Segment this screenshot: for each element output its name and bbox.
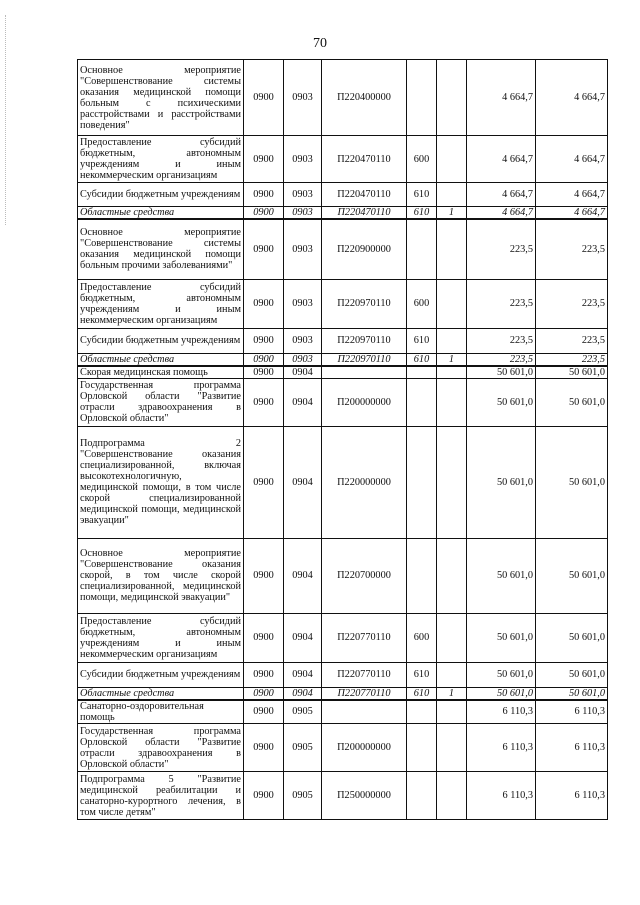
budget-table	[77, 59, 608, 820]
cell-amount-2: 4 664,7	[536, 136, 608, 183]
cell-funding-code	[437, 279, 467, 328]
cell-name: Предоставление субсидий бюджетным, автономным учреждениям и иным некоммерческим организациям	[78, 279, 244, 328]
cell-name: Подпрограмма 5 "Развитие медицинской реабилитации и санаторно-курортного лечения, в том числе детям"	[78, 772, 244, 820]
cell-amount-1: 4 664,7	[467, 60, 536, 136]
cell-amount-2: 50 601,0	[536, 426, 608, 538]
cell-ved-code: 0900	[244, 328, 284, 353]
cell-expense-type: 610	[407, 687, 437, 700]
cell-name: Основное мероприятие "Совершенствование оказания скорой, в том числе скорой специализированной, медицинской помощи, медицинской эвакуации"	[78, 538, 244, 613]
cell-funding-code	[437, 613, 467, 662]
cell-expense-type: 610	[407, 353, 437, 366]
cell-expense-type: 600	[407, 136, 437, 183]
cell-ved-code: 0900	[244, 538, 284, 613]
cell-ved-code: 0900	[244, 219, 284, 279]
cell-amount-1: 223,5	[467, 328, 536, 353]
cell-funding-code	[437, 136, 467, 183]
cell-funding-code	[437, 328, 467, 353]
cell-target-article: П220770110	[322, 662, 407, 687]
cell-section-code: 0904	[284, 366, 322, 379]
cell-target-article: П220470110	[322, 207, 407, 220]
cell-amount-1: 50 601,0	[467, 662, 536, 687]
table-row	[78, 700, 608, 724]
cell-amount-2: 50 601,0	[536, 366, 608, 379]
cell-ved-code: 0900	[244, 136, 284, 183]
cell-amount-2: 223,5	[536, 328, 608, 353]
cell-target-article: П220400000	[322, 60, 407, 136]
table-row	[78, 687, 608, 700]
cell-expense-type	[407, 378, 437, 426]
cell-expense-type	[407, 366, 437, 379]
cell-funding-code: 1	[437, 687, 467, 700]
cell-funding-code: 1	[437, 207, 467, 220]
table-row	[78, 183, 608, 207]
cell-target-article: П250000000	[322, 772, 407, 820]
cell-amount-2: 50 601,0	[536, 538, 608, 613]
cell-name: Основное мероприятие "Совершенствование системы оказания медицинской помощи больным с психическими расстройствами и расстройствами поведения"	[78, 60, 244, 136]
cell-amount-1: 50 601,0	[467, 538, 536, 613]
cell-name: Подпрограмма 2 "Совершенствование оказания специализированной, включая высокотехнологичную, медицинской помощи, в том числе скорой специализированной медицинской помощи, медицинской эвакуации"	[78, 426, 244, 538]
cell-ved-code: 0900	[244, 279, 284, 328]
cell-amount-1: 50 601,0	[467, 687, 536, 700]
cell-target-article: П220770110	[322, 687, 407, 700]
table-row	[78, 662, 608, 687]
cell-amount-1: 50 601,0	[467, 426, 536, 538]
cell-section-code: 0903	[284, 279, 322, 328]
table-row	[78, 613, 608, 662]
cell-amount-1: 6 110,3	[467, 724, 536, 772]
cell-name: Государственная программа Орловской области "Развитие отрасли здравоохранения в Орловской области"	[78, 378, 244, 426]
cell-ved-code: 0900	[244, 426, 284, 538]
cell-expense-type	[407, 700, 437, 724]
cell-name: Областные средства	[78, 353, 244, 366]
table-row	[78, 60, 608, 136]
cell-expense-type: 610	[407, 328, 437, 353]
cell-funding-code	[437, 60, 467, 136]
cell-section-code: 0903	[284, 207, 322, 220]
cell-expense-type: 600	[407, 613, 437, 662]
table-body	[78, 60, 608, 820]
cell-amount-1: 50 601,0	[467, 366, 536, 379]
cell-expense-type	[407, 426, 437, 538]
cell-name: Предоставление субсидий бюджетным, автономным учреждениям и иным некоммерческим организациям	[78, 136, 244, 183]
cell-expense-type: 610	[407, 662, 437, 687]
cell-amount-1: 50 601,0	[467, 378, 536, 426]
cell-ved-code: 0900	[244, 207, 284, 220]
cell-amount-2: 6 110,3	[536, 700, 608, 724]
table-row	[78, 207, 608, 220]
cell-ved-code: 0900	[244, 662, 284, 687]
cell-ved-code: 0900	[244, 613, 284, 662]
cell-section-code: 0903	[284, 219, 322, 279]
cell-expense-type	[407, 219, 437, 279]
cell-funding-code	[437, 426, 467, 538]
cell-funding-code	[437, 538, 467, 613]
cell-expense-type	[407, 772, 437, 820]
cell-ved-code: 0900	[244, 378, 284, 426]
table-row	[78, 426, 608, 538]
cell-amount-2: 50 601,0	[536, 687, 608, 700]
cell-section-code: 0903	[284, 328, 322, 353]
cell-name: Субсидии бюджетным учреждениям	[78, 183, 244, 207]
cell-target-article: П200000000	[322, 378, 407, 426]
cell-target-article: П220970110	[322, 328, 407, 353]
cell-amount-2: 4 664,7	[536, 183, 608, 207]
cell-amount-2: 6 110,3	[536, 724, 608, 772]
cell-expense-type: 610	[407, 207, 437, 220]
cell-ved-code: 0900	[244, 60, 284, 136]
table-row	[78, 538, 608, 613]
cell-section-code: 0904	[284, 613, 322, 662]
cell-funding-code	[437, 662, 467, 687]
cell-section-code: 0903	[284, 60, 322, 136]
cell-section-code: 0905	[284, 724, 322, 772]
table-row	[78, 366, 608, 379]
cell-expense-type: 610	[407, 183, 437, 207]
table-row	[78, 136, 608, 183]
cell-amount-2: 223,5	[536, 353, 608, 366]
cell-target-article: П200000000	[322, 724, 407, 772]
cell-amount-1: 223,5	[467, 279, 536, 328]
cell-amount-2: 50 601,0	[536, 378, 608, 426]
cell-name: Государственная программа Орловской области "Развитие отрасли здравоохранения в Орловской области"	[78, 724, 244, 772]
cell-funding-code	[437, 219, 467, 279]
table-row	[78, 724, 608, 772]
cell-amount-1: 4 664,7	[467, 183, 536, 207]
cell-ved-code: 0900	[244, 353, 284, 366]
cell-funding-code	[437, 772, 467, 820]
cell-name: Основное мероприятие "Совершенствование системы оказания медицинской помощи больным прочими заболеваниями"	[78, 219, 244, 279]
cell-target-article	[322, 366, 407, 379]
cell-ved-code: 0900	[244, 772, 284, 820]
cell-target-article: П220470110	[322, 183, 407, 207]
page-number: 70	[313, 36, 327, 51]
cell-amount-1: 223,5	[467, 353, 536, 366]
cell-funding-code	[437, 183, 467, 207]
cell-ved-code: 0900	[244, 700, 284, 724]
cell-ved-code: 0900	[244, 183, 284, 207]
cell-funding-code	[437, 724, 467, 772]
cell-amount-2: 4 664,7	[536, 60, 608, 136]
cell-funding-code	[437, 700, 467, 724]
cell-expense-type: 600	[407, 279, 437, 328]
cell-amount-1: 6 110,3	[467, 772, 536, 820]
cell-name: Субсидии бюджетным учреждениям	[78, 328, 244, 353]
cell-name: Субсидии бюджетным учреждениям	[78, 662, 244, 687]
cell-amount-2: 223,5	[536, 279, 608, 328]
cell-target-article: П220470110	[322, 136, 407, 183]
cell-funding-code: 1	[437, 353, 467, 366]
cell-funding-code	[437, 366, 467, 379]
cell-amount-2: 223,5	[536, 219, 608, 279]
cell-section-code: 0904	[284, 378, 322, 426]
cell-target-article: П220000000	[322, 426, 407, 538]
cell-name: Областные средства	[78, 207, 244, 220]
table-row	[78, 378, 608, 426]
cell-target-article	[322, 700, 407, 724]
cell-name: Санаторно-оздоровительная помощь	[78, 700, 244, 724]
cell-name: Предоставление субсидий бюджетным, автономным учреждениям и иным некоммерческим организациям	[78, 613, 244, 662]
cell-section-code: 0904	[284, 538, 322, 613]
cell-ved-code: 0900	[244, 687, 284, 700]
table-row	[78, 772, 608, 820]
cell-name: Областные средства	[78, 687, 244, 700]
cell-section-code: 0903	[284, 183, 322, 207]
cell-target-article: П220900000	[322, 219, 407, 279]
cell-section-code: 0903	[284, 353, 322, 366]
table-row	[78, 353, 608, 366]
cell-section-code: 0905	[284, 700, 322, 724]
cell-amount-1: 50 601,0	[467, 613, 536, 662]
cell-expense-type	[407, 60, 437, 136]
cell-amount-1: 4 664,7	[467, 207, 536, 220]
cell-target-article: П220970110	[322, 279, 407, 328]
cell-amount-1: 6 110,3	[467, 700, 536, 724]
cell-section-code: 0904	[284, 426, 322, 538]
cell-amount-2: 50 601,0	[536, 613, 608, 662]
table-row	[78, 219, 608, 279]
cell-amount-2: 4 664,7	[536, 207, 608, 220]
cell-target-article: П220970110	[322, 353, 407, 366]
cell-amount-1: 223,5	[467, 219, 536, 279]
cell-target-article: П220770110	[322, 613, 407, 662]
cell-target-article: П220700000	[322, 538, 407, 613]
cell-expense-type	[407, 538, 437, 613]
cell-section-code: 0905	[284, 772, 322, 820]
cell-amount-2: 50 601,0	[536, 662, 608, 687]
cell-funding-code	[437, 378, 467, 426]
cell-section-code: 0904	[284, 687, 322, 700]
cell-expense-type	[407, 724, 437, 772]
cell-amount-2: 6 110,3	[536, 772, 608, 820]
table-row	[78, 328, 608, 353]
cell-ved-code: 0900	[244, 724, 284, 772]
cell-section-code: 0903	[284, 136, 322, 183]
cell-name: Скорая медицинская помощь	[78, 366, 244, 379]
cell-ved-code: 0900	[244, 366, 284, 379]
cell-amount-1: 4 664,7	[467, 136, 536, 183]
cell-section-code: 0904	[284, 662, 322, 687]
table-row	[78, 279, 608, 328]
